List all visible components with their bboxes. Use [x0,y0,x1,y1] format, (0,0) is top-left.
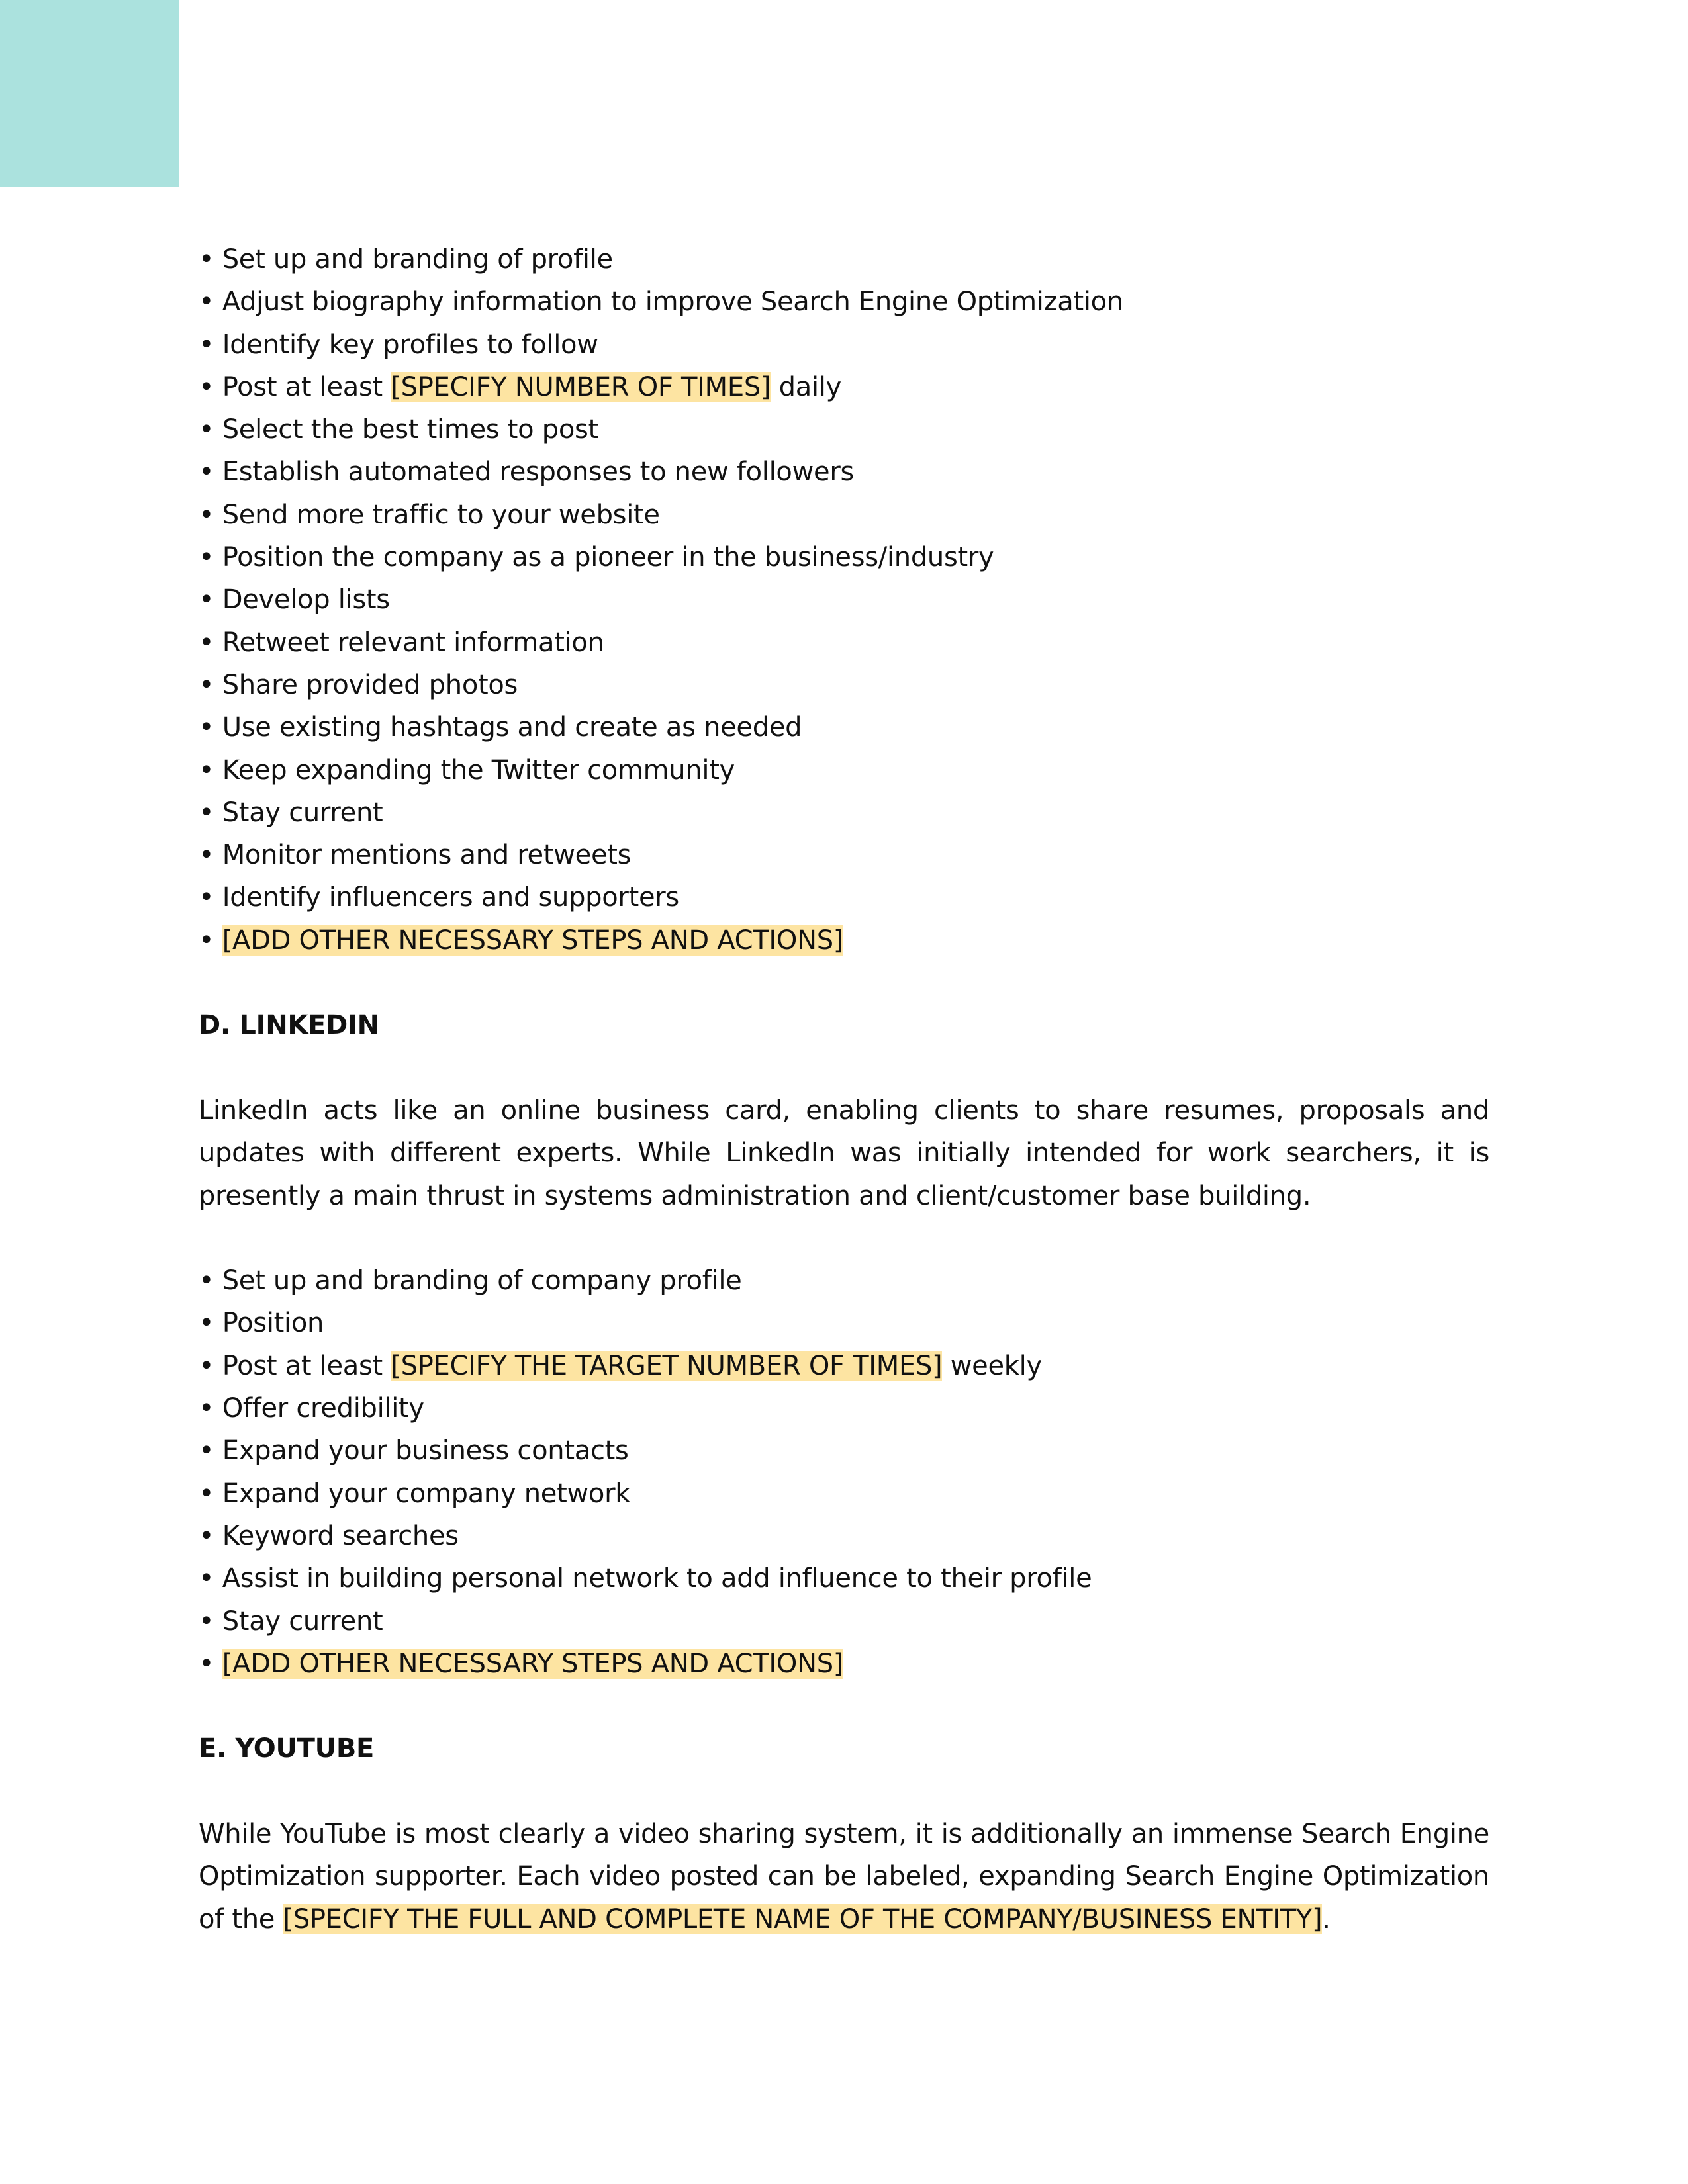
list-item: • Monitor mentions and retweets [199,840,632,871]
document-body [199,238,1489,1940]
list-item: • Position the company as a pioneer in the business/industry [199,542,994,573]
list-item: • Send more traffic to your website [199,499,660,530]
list-item: • Post at least [SPECIFY THE TARGET NUMBER OF TIMES] weekly [199,1350,1042,1381]
list-item: • Establish automated responses to new followers [199,457,855,488]
list-item: • Position [199,1308,324,1339]
list-item: • Develop lists [199,584,390,615]
twitter-action-list [199,238,1489,962]
placeholder-highlight: [SPECIFY THE FULL AND COMPLETE NAME OF THE COMPANY/BUSINESS ENTITY] [283,1903,1323,1934]
section-heading-linkedin: D. LINKEDIN [199,1010,379,1041]
placeholder-highlight: [ADD OTHER NECESSARY STEPS AND ACTIONS] [222,925,844,956]
list-item: • Identify key profiles to follow [199,329,598,360]
list-item: • Expand your company network [199,1478,631,1509]
placeholder-highlight: [ADD OTHER NECESSARY STEPS AND ACTIONS] [222,1648,844,1679]
placeholder-highlight: [SPECIFY THE TARGET NUMBER OF TIMES] [391,1350,943,1381]
list-item: • Offer credibility [199,1393,424,1424]
list-item: • Expand your business contacts [199,1435,629,1467]
list-item: • [ADD OTHER NECESSARY STEPS AND ACTIONS] [199,925,844,956]
list-item: • Use existing hashtags and create as needed [199,712,802,743]
list-item: • Identify influencers and supporters [199,882,679,913]
list-item: • Set up and branding of company profile [199,1265,742,1297]
list-item: • Adjust biography information to improve Search Engine Optimization [199,287,1123,318]
youtube-paragraph: While YouTube is most clearly a video sharing system, it is additionally an immense Search Engine Optimization supporter. Each video posted can be labeled, expanding Search Engine Optimization of the [SPECIFY THE FULL AND COMPLETE NAME OF THE COMPANY/BUSINESS ENTITY]. [199,1818,1489,1934]
placeholder-highlight: [SPECIFY NUMBER OF TIMES] [391,371,771,402]
list-item: • [ADD OTHER NECESSARY STEPS AND ACTIONS] [199,1648,844,1679]
linkedin-paragraph: LinkedIn acts like an online business card, enabling clients to share resumes, proposals and updates with different experts. While LinkedIn was initially intended for work searchers, it is presently a main thrust in systems administration and client/customer base building. [199,1095,1489,1211]
section-heading-youtube: E. YOUTUBE [199,1733,375,1764]
list-item: • Keep expanding the Twitter community [199,754,735,786]
list-item: • Post at least [SPECIFY NUMBER OF TIMES] daily [199,371,841,402]
list-item: • Keyword searches [199,1520,459,1551]
list-item: • Stay current [199,797,383,828]
list-item: • Set up and branding of profile [199,244,613,275]
list-item: • Assist in building personal network to add influence to their profile [199,1563,1092,1594]
linkedin-action-list [199,1259,1489,1685]
list-item: • Retweet relevant information [199,627,604,658]
list-item: • Stay current [199,1606,383,1637]
corner-accent-block [0,0,179,187]
list-item: • Select the best times to post [199,414,598,445]
list-item: • Share provided photos [199,669,518,700]
